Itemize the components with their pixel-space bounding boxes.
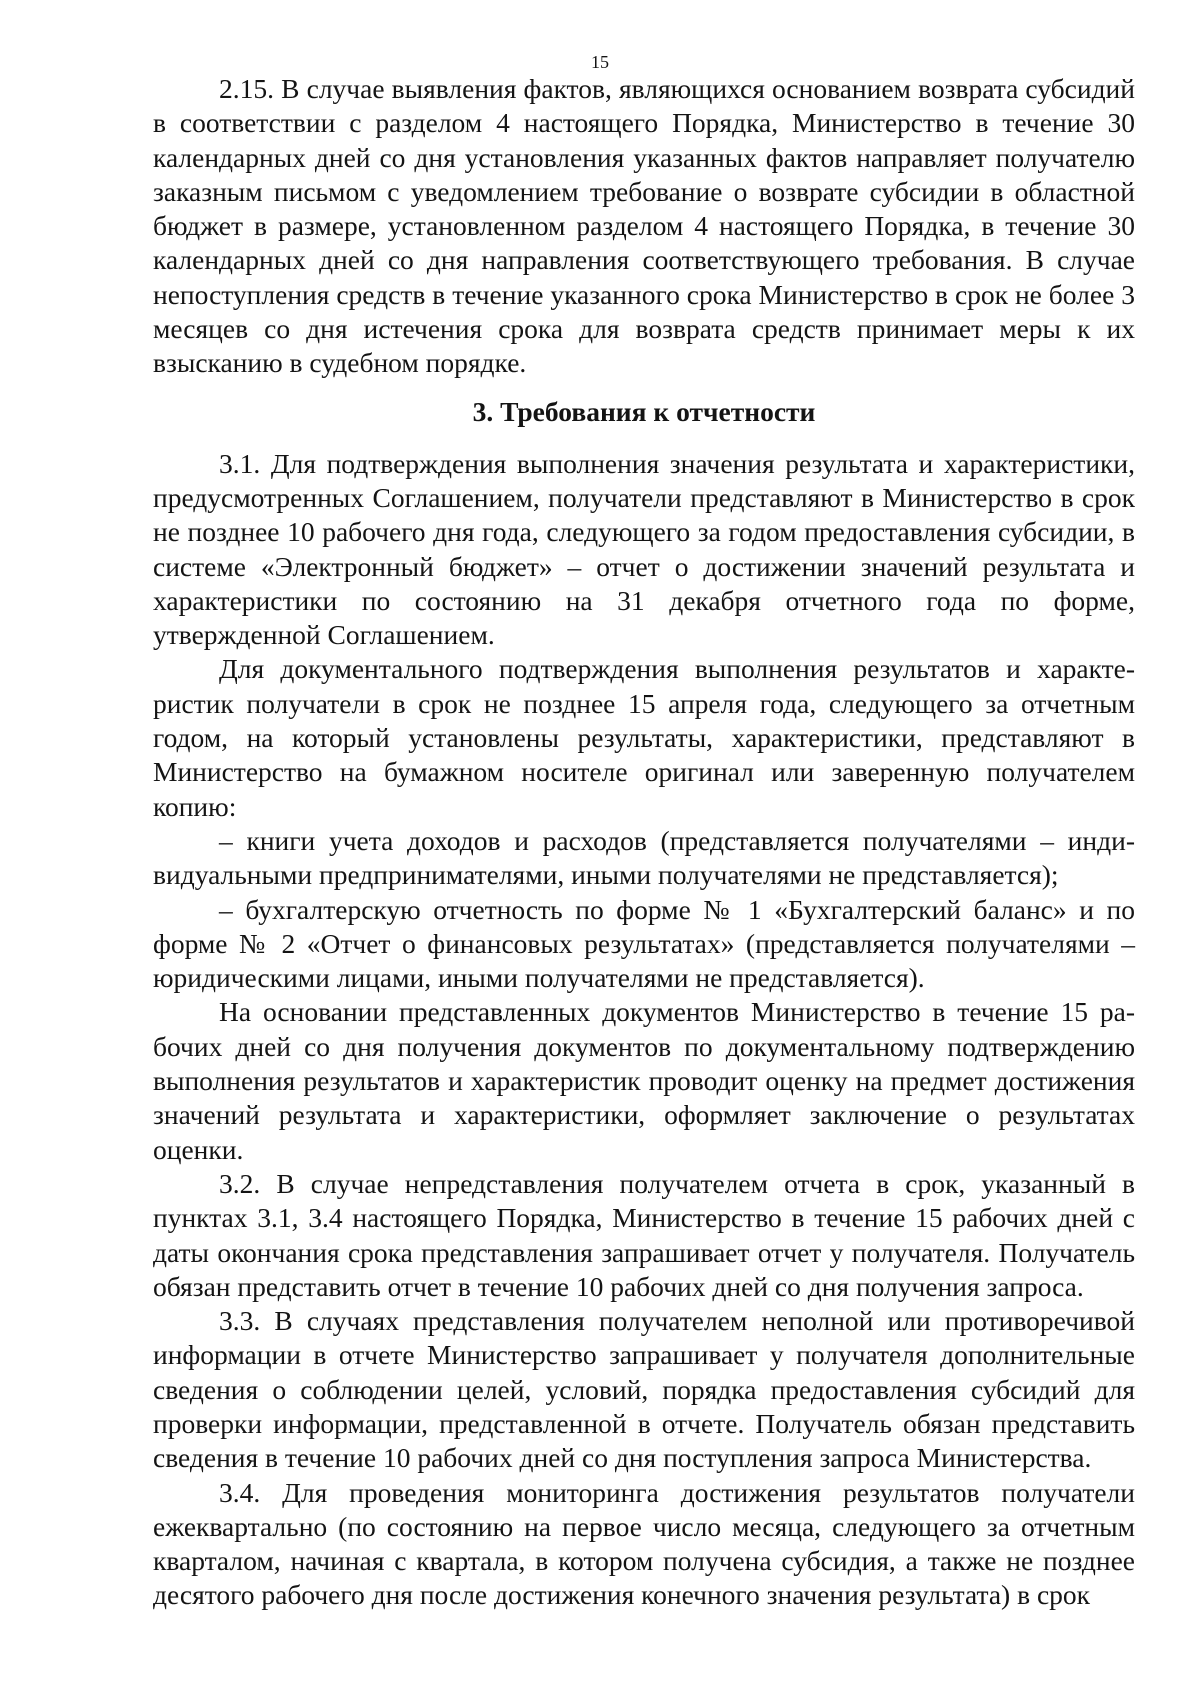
paragraph-2-15: 2.15. В случае выявления фактов, являющихся основанием возврата субсидий в соответствии с разделом 4 настоящего Порядка, Министерство в течение 30 календарных дней со дня установления указанных фактов направляет получателю заказным письмом с уведомлением требование о возврате субсидии в областной бюджет в размере, установленном разделом 4 настоящего Порядка, в течение 30 календарных дней со дня направления соответствующего требования. В случае непоступления средств в течение указанного срока Министерство в срок не более 3 месяцев со дня истечения срока для возврата средств принимает меры к их взысканию в судебном порядке. <box>153 73 1135 379</box>
page-number: 15 <box>591 52 609 72</box>
list-item-income-books: – книги учета доходов и расходов (представляется получателями – индивидуальными предпринимателями, иными получателями не представляется); <box>153 824 1135 891</box>
paragraph-assessment: На основании представленных документов Министерство в течение 15 рабочих дней со дня получения документов по документальному подтверждению выполнения результатов и характеристик проводит оценку на предмет достижения значений результата и характеристики, оформляет заключение о результатах оценки. <box>153 996 1135 1165</box>
document-body <box>153 72 1135 1613</box>
list-item-accounting-reports: – бухгалтерскую отчетность по форме № 1 «Бухгалтерский баланс» и по форме № 2 «Отчет о финансовых результатах» (представляется получателями – юридическими лицами, иными получателями не представляется). <box>153 893 1135 994</box>
paragraph-3-2: 3.2. В случае непредставления получателем отчета в срок, указанный в пунктах 3.1, 3.4 настоящего Порядка, Министерство в течение 15 рабочих дней с даты окончания срока представления запрашивает отчет у получателя. Получатель обязан представить отчет в течение 10 рабочих дней со дня получения запроса. <box>153 1167 1135 1302</box>
section-heading-3: 3. Требования к отчетности <box>472 395 816 427</box>
paragraph-3-1: 3.1. Для подтверждения выполнения значения результата и характеристики, предусмотренных Соглашением, получатели представляют в Министерство в срок не позднее 10 рабочего дня года, следующего за годом предоставления субсидии, в системе «Электронный бюджет» – отчет о достижении значений результата и характеристики по состоянию на 31 декабря отчетного года по форме, утвержденной Соглашением. <box>153 447 1135 651</box>
paragraph-3-3: 3.3. В случаях представления получателем неполной или противоречивой информации в отчете Министерство запрашивает у получателя дополнительные сведения о соблюдении целей, условий, порядка предоставления субсидий для проверки информации, представленной в отчете. Получатель обязан представить сведения в течение 10 рабочих дней со дня поступления запроса Министерства. <box>153 1305 1135 1474</box>
paragraph-3-4: 3.4. Для проведения мониторинга достижения результатов получатели ежеквартально (по состоянию на первое число месяца, следующего за отчетным кварталом, начиная с квартала, в котором получена субсидия, а также не позднее десятого рабочего дня после достижения конечного значения результата) в срок <box>153 1476 1135 1611</box>
paragraph-document-confirmation: Для документального подтверждения выполнения результатов и характеристик получатели в срок не позднее 15 апреля года, следующего за отчетным годом, на который установлены результаты, характеристики, представляют в Министерство на бумажном носителе оригинал или заверенную получателем копию: <box>153 653 1135 822</box>
